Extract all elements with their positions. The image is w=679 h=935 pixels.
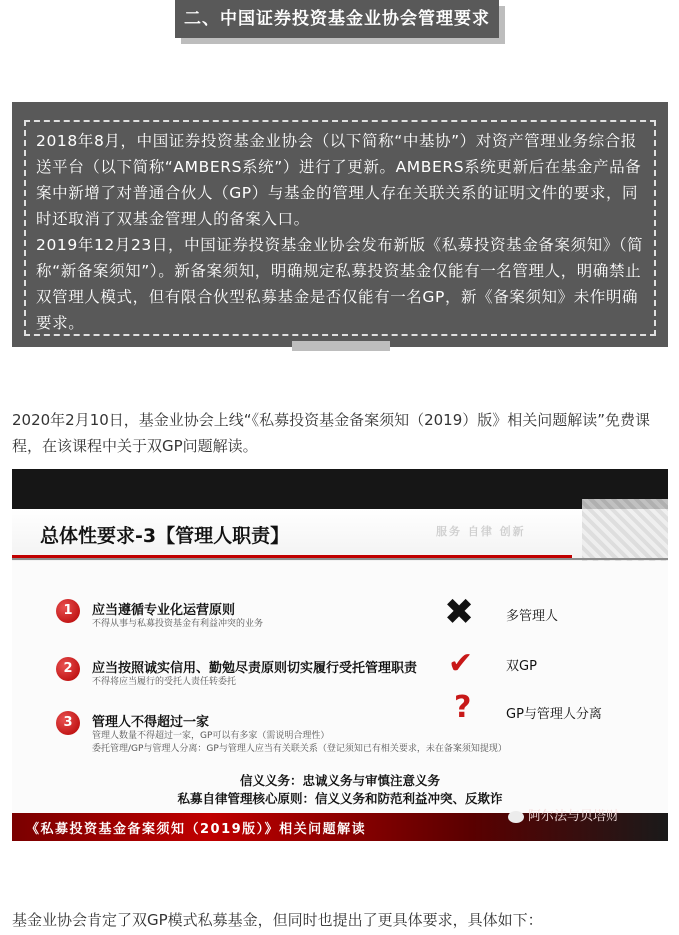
mark-label: 多管理人 bbox=[506, 609, 559, 624]
number-badge-icon: 2 bbox=[56, 657, 80, 681]
check-icon: ✔ bbox=[448, 646, 474, 681]
quote-box bbox=[12, 102, 668, 347]
watermark bbox=[508, 805, 619, 824]
slide-footer-text: 《私募投资基金备案须知（2019版）》相关问题解读 bbox=[26, 822, 367, 837]
conclusion-paragraph: 基金业协会肯定了双GP模式私募基金，但同时也提出了更具体要求，具体如下： bbox=[12, 911, 543, 929]
course-slide-image bbox=[12, 469, 668, 841]
quote-paragraph-2: 2019年12月23日，中国证券投资基金业协会发布新版《私募投资基金备案须知》（简称“新备案须知”）。新备案须知，明确规定私募投资基金仅能有一名管理人，明确禁止双管理人模式，但有限合伙型私募基金是否仅能有一名GP，新《备案须知》未作明确要求。 bbox=[36, 236, 644, 332]
watermark-text: 阿尔法与贝塔财 bbox=[528, 809, 620, 824]
mark-label: GP与管理人分离 bbox=[506, 707, 602, 722]
item-title: 应当遵循专业化运营原则 bbox=[92, 603, 236, 618]
quote-paragraph-1: 2018年8月，中国证券投资基金业协会（以下简称“中基协”）对资产管理业务综合报送平台（以下简称“AMBERS系统”）进行了更新。AMBERS系统更新后在基金产品备案中新增了对普通合伙人（GP）与基金的管理人存在关联关系的证明文件的要求，同时还取消了双基金管理人的备案入口。 bbox=[36, 132, 642, 228]
item-subtext: 不得从事与私募投资基金有利益冲突的业务 bbox=[92, 619, 264, 629]
section-heading: 二、中国证券投资基金业协会管理要求 bbox=[175, 0, 499, 38]
slide-top-bar bbox=[12, 469, 668, 509]
mark-label: 双GP bbox=[506, 659, 537, 674]
item-subtext: 委托管理/GP与管理人分离：GP与管理人应当有关联关系（登记须知已有相关要求，未在备案须知提现） bbox=[92, 744, 507, 754]
item-subtext: 管理人数量不得超过一家，GP可以有多家（需说明合理性） bbox=[92, 731, 330, 741]
number-badge-icon: 3 bbox=[56, 711, 80, 735]
slide-title-area bbox=[12, 509, 668, 561]
item-title: 应当按照诚实信用、勤勉尽责原则切实履行受托管理职责 bbox=[92, 661, 418, 676]
slide-corner-decoration bbox=[582, 499, 668, 561]
slide-title: 总体性要求-3【管理人职责】 bbox=[40, 525, 290, 547]
cross-icon: ✖ bbox=[444, 592, 475, 633]
section-heading-banner bbox=[175, 0, 505, 44]
number-badge-icon: 1 bbox=[56, 599, 80, 623]
quote-inner-border bbox=[24, 120, 656, 336]
fiduciary-duty-line: 信义义务：忠诚义务与审慎注意义务 bbox=[239, 773, 440, 788]
slide-grey-divider bbox=[12, 558, 668, 560]
item-subtext: 不得将应当履行的受托人责任转委托 bbox=[92, 677, 237, 687]
core-principle-line: 私募自律管理核心原则：信义义务和防范利益冲突、反欺诈 bbox=[177, 791, 503, 806]
wechat-icon bbox=[508, 811, 524, 823]
slide-tags: 服务 自律 创新 bbox=[436, 525, 526, 538]
quote-tab-decoration bbox=[292, 341, 390, 351]
intro-paragraph: 2020年2月10日，基金业协会上线“《私募投资基金备案须知（2019）版》相关问题解读”免费课程，在该课程中关于双GP问题解读。 bbox=[12, 411, 651, 455]
item-title: 管理人不得超过一家 bbox=[92, 715, 210, 730]
question-icon: ? bbox=[454, 690, 472, 725]
